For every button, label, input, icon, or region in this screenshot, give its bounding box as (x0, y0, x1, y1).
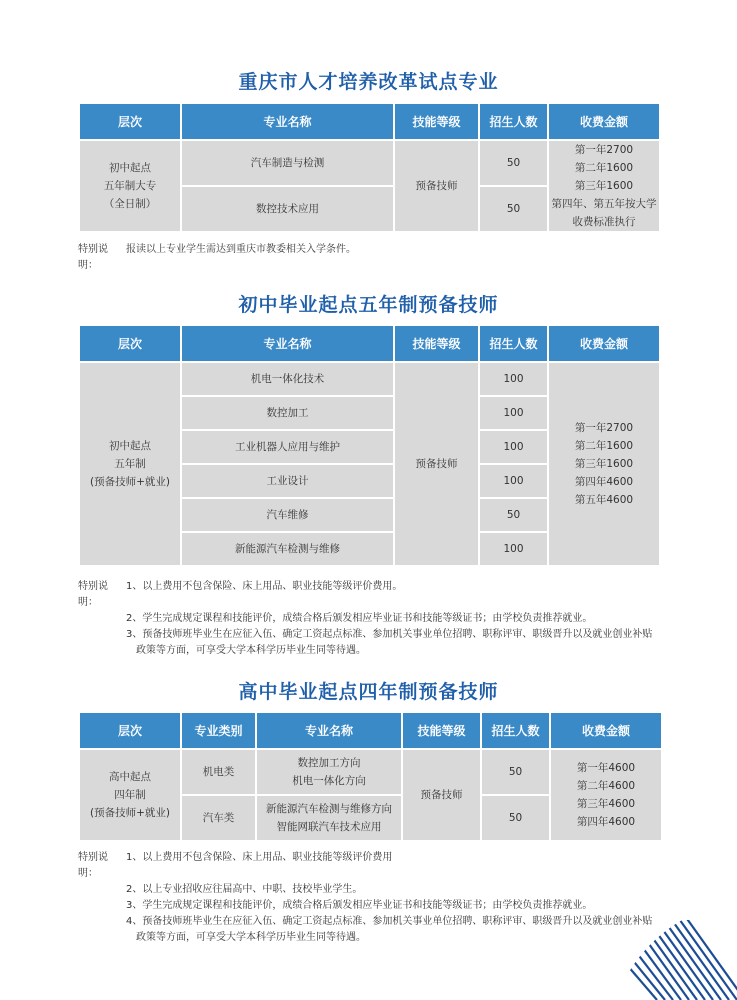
major-cell: 机电一体化技术 (182, 363, 393, 395)
major-cell: 数控加工方向 机电一体化方向 (257, 750, 401, 794)
count-cell: 50 (482, 750, 549, 794)
count-cell: 100 (480, 431, 547, 463)
fee-cell: 第一年4600 第二年4600 第三年4600 第四年4600 (551, 750, 661, 840)
major-cell: 数控加工 (182, 397, 393, 429)
header-major: 专业名称 (182, 326, 393, 361)
skill-cell: 预备技师 (395, 363, 478, 565)
level-cell: 初中起点 五年制 (预备技师+就业) (80, 363, 180, 565)
header-skill: 技能等级 (395, 104, 478, 139)
header-category: 专业类别 (182, 713, 255, 748)
skill-cell: 预备技师 (395, 141, 478, 231)
header-count: 招生人数 (482, 713, 549, 748)
header-fee: 收费金额 (549, 326, 659, 361)
header-skill: 技能等级 (403, 713, 480, 748)
major-cell: 工业设计 (182, 465, 393, 497)
count-cell: 100 (480, 363, 547, 395)
header-fee: 收费金额 (551, 713, 661, 748)
count-cell: 50 (480, 187, 547, 231)
header-count: 招生人数 (480, 104, 547, 139)
fee-cell: 第一年2700 第二年1600 第三年1600 第四年、第五年按大学 收费标准执行 (549, 141, 659, 231)
count-cell: 50 (480, 141, 547, 185)
major-cell: 汽车制造与检测 (182, 141, 393, 185)
category-cell: 机电类 (182, 750, 255, 794)
section3-title: 高中毕业起点四年制预备技师 (238, 681, 499, 703)
section2-title: 初中毕业起点五年制预备技师 (238, 294, 499, 316)
header-skill: 技能等级 (395, 326, 478, 361)
section2-note: 特别说明： 1、以上费用不包含保险、床上用品、职业技能等级评价费用。 2、学生完成规定课程和技能评价，成绩合格后颁发相应毕业证书和技能等级证书；由学校负责推荐就业。 3、预备技师班毕业生在应征入伍、确定工资起点标准、参加机关事业单位招聘、职称评审、职级晋升以及就业创业补贴 政策等方面，可享受大学本科学历毕业生同等待遇。 (78, 581, 653, 656)
fee-cell: 第一年2700 第二年1600 第三年1600 第四年4600 第五年4600 (549, 363, 659, 565)
header-level: 层次 (80, 326, 180, 361)
header-major: 专业名称 (257, 713, 401, 748)
level-cell: 高中起点 四年制 (预备技师+就业) (80, 750, 180, 840)
decorative-stripes (597, 920, 737, 1000)
section3-table (78, 711, 663, 842)
skill-cell: 预备技师 (403, 750, 480, 840)
header-level: 层次 (80, 713, 180, 748)
section1-note: 特别说明： 报读以上专业学生需达到重庆市教委相关入学条件。 (78, 244, 356, 271)
section2-table (78, 324, 661, 567)
header-major: 专业名称 (182, 104, 393, 139)
major-cell: 汽车维修 (182, 499, 393, 531)
major-cell: 新能源汽车检测与维修 (182, 533, 393, 565)
count-cell: 100 (480, 533, 547, 565)
major-cell: 新能源汽车检测与维修方向 智能网联汽车技术应用 (257, 796, 401, 840)
count-cell: 100 (480, 397, 547, 429)
major-cell: 数控技术应用 (182, 187, 393, 231)
header-count: 招生人数 (480, 326, 547, 361)
section1-table (78, 102, 661, 233)
count-cell: 100 (480, 465, 547, 497)
count-cell: 50 (480, 499, 547, 531)
major-cell: 工业机器人应用与维护 (182, 431, 393, 463)
category-cell: 汽车类 (182, 796, 255, 840)
count-cell: 50 (482, 796, 549, 840)
section3-note: 特别说明： 1、以上费用不包含保险、床上用品、职业技能等级评价费用 2、以上专业招收应往届高中、中职、技校毕业学生。 3、学生完成规定课程和技能评价，成绩合格后颁发相应毕业证书和技能等级证书；由学校负责推荐就业。 4、预备技师班毕业生在应征入伍、确定工资起点标准、参加机关事业单位招聘、职称评审、职级晋升以及就业创业补贴 政策等方面，可享受大学本科学历毕业生同等待遇。 (78, 852, 653, 943)
header-level: 层次 (80, 104, 180, 139)
header-fee: 收费金额 (549, 104, 659, 139)
section1-title: 重庆市人才培养改革试点专业 (238, 71, 499, 93)
level-cell: 初中起点 五年制大专 （全日制） (80, 141, 180, 231)
